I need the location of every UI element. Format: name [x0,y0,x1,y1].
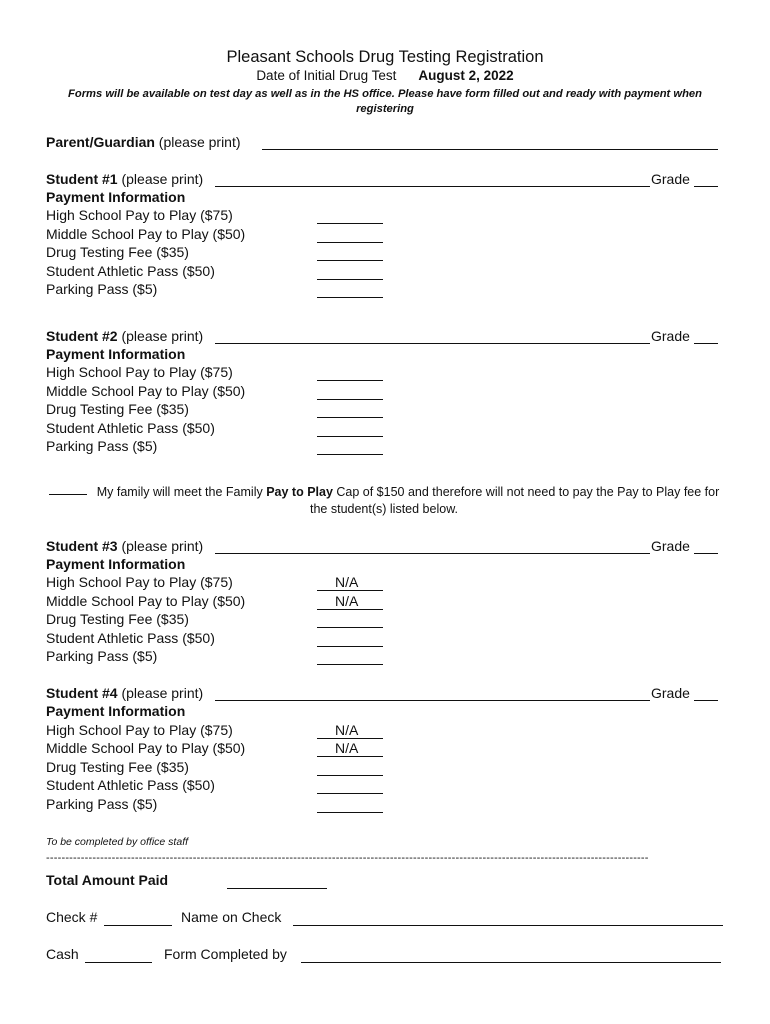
student-3-parking-pass-field[interactable] [317,664,383,665]
student-4-payment-heading: Payment Information [46,703,186,719]
student-3-hs-pay-value: N/A [335,574,359,590]
student-3-grade-label: Grade [651,538,690,554]
student-3-athletic-pass-field[interactable] [317,646,383,647]
student-4-grade-field[interactable] [694,700,718,701]
check-number-label: Check # [46,909,98,925]
student-3-grade-field[interactable] [694,553,718,554]
cash-field[interactable] [85,962,152,963]
total-amount-label: Total Amount Paid [46,872,169,888]
student-3-payment-heading: Payment Information [46,556,186,572]
student-2-athletic-pass-label: Student Athletic Pass ($50) [46,420,215,436]
name-on-check-field[interactable] [293,925,723,926]
student-1-payment-heading: Payment Information [46,189,186,205]
student-1-grade-field[interactable] [694,186,718,187]
student-4-hs-pay-label: High School Pay to Play ($75) [46,722,233,738]
student-3-drug-fee-field[interactable] [317,627,383,628]
student-4-name-field[interactable] [215,700,650,701]
student-1-athletic-pass-label: Student Athletic Pass ($50) [46,263,215,279]
form-availability-note: Forms will be available on test day as well as in the HS office. Please have form filled out and ready with payment when registering [68,88,702,115]
student-4-label: Student #4 (please print) [46,685,204,701]
student-1-label: Student #1 (please print) [46,171,204,187]
student-2-ms-pay-field[interactable] [317,399,383,400]
student-2-hs-pay-field[interactable] [317,380,383,381]
student-3-athletic-pass-label: Student Athletic Pass ($50) [46,630,215,646]
student-1-name-field[interactable] [215,186,650,187]
student-2-drug-fee-field[interactable] [317,417,383,418]
parent-guardian-label: Parent/Guardian (please print) [46,134,241,150]
student-3-drug-fee-label: Drug Testing Fee ($35) [46,611,189,627]
student-4-grade-label: Grade [651,685,690,701]
student-4-ms-pay-value: N/A [335,740,359,756]
student-4-hs-pay-value: N/A [335,722,359,738]
family-cap-statement: My family will meet the Family Pay to Play Cap of $150 and therefore will not need to pay the Pay to Play fee for the student(s) listed below. [44,484,724,518]
student-1-hs-pay-label: High School Pay to Play ($75) [46,207,233,223]
student-4-athletic-pass-field[interactable] [317,793,383,794]
student-3-hs-pay-label: High School Pay to Play ($75) [46,574,233,590]
student-2-hs-pay-label: High School Pay to Play ($75) [46,364,233,380]
name-on-check-label: Name on Check [181,909,282,925]
test-date-line [0,68,770,83]
student-1-drug-fee-label: Drug Testing Fee ($35) [46,244,189,260]
parent-guardian-field[interactable] [262,149,718,150]
student-4-ms-pay-label: Middle School Pay to Play ($50) [46,740,246,756]
student-1-drug-fee-field[interactable] [317,260,383,261]
student-3-ms-pay-value: N/A [335,593,359,609]
student-4-parking-pass-field[interactable] [317,812,383,813]
form-completed-by-field[interactable] [301,962,721,963]
student-1-parking-pass-field[interactable] [317,297,383,298]
family-cap-checkbox-line[interactable] [49,494,87,495]
student-4-athletic-pass-label: Student Athletic Pass ($50) [46,777,215,793]
student-1-parking-pass-label: Parking Pass ($5) [46,281,158,297]
student-2-grade-label: Grade [651,328,690,344]
test-date-label: Date of Initial Drug Test [256,68,397,83]
student-4-drug-fee-label: Drug Testing Fee ($35) [46,759,189,775]
student-1-ms-pay-label: Middle School Pay to Play ($50) [46,226,246,242]
student-2-payment-heading: Payment Information [46,346,186,362]
student-2-athletic-pass-field[interactable] [317,436,383,437]
total-amount-field[interactable] [227,888,327,889]
student-3-ms-pay-label: Middle School Pay to Play ($50) [46,593,246,609]
student-2-name-field[interactable] [215,343,650,344]
student-3-parking-pass-label: Parking Pass ($5) [46,648,158,664]
cash-label: Cash [46,946,79,962]
student-3-label: Student #3 (please print) [46,538,204,554]
student-2-parking-pass-label: Parking Pass ($5) [46,438,158,454]
student-4-drug-fee-field[interactable] [317,775,383,776]
office-divider: ------------------------------------------------------------------------------------------------------------------------------------------------------------ [46,852,649,864]
form-completed-by-label: Form Completed by [164,946,287,962]
student-1-ms-pay-field[interactable] [317,242,383,243]
student-2-ms-pay-label: Middle School Pay to Play ($50) [46,383,246,399]
student-1-athletic-pass-field[interactable] [317,279,383,280]
student-2-label: Student #2 (please print) [46,328,204,344]
student-1-grade-label: Grade [651,171,690,187]
student-4-parking-pass-label: Parking Pass ($5) [46,796,158,812]
student-2-parking-pass-field[interactable] [317,454,383,455]
check-number-field[interactable] [104,925,172,926]
student-2-grade-field[interactable] [694,343,718,344]
student-2-drug-fee-label: Drug Testing Fee ($35) [46,401,189,417]
test-date-value: August 2, 2022 [418,68,514,83]
form-title: Pleasant Schools Drug Testing Registration [226,48,544,66]
student-3-name-field[interactable] [215,553,650,554]
student-1-hs-pay-field[interactable] [317,223,383,224]
office-staff-note: To be completed by office staff [46,836,189,848]
